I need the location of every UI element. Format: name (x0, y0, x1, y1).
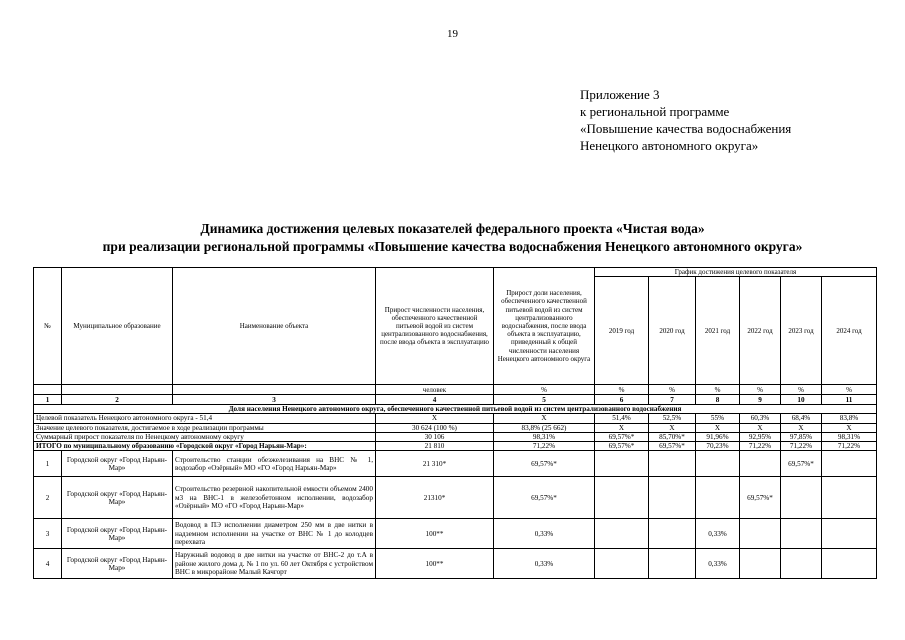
summary-row (34, 432, 877, 441)
unit-percent: % (595, 385, 649, 395)
header-year: 2020 год (649, 277, 696, 385)
row-year-value (822, 451, 877, 477)
row-share: 69,57%* (494, 451, 595, 477)
unit-percent: % (696, 385, 740, 395)
row-year-value (781, 477, 822, 519)
column-number: 8 (696, 395, 740, 405)
unit-cell (173, 385, 376, 395)
summary-share: X (494, 414, 595, 423)
row-municipality: Городской округ «Город Нарьян-Мар» (62, 549, 173, 579)
summary-year-value: X (740, 423, 781, 432)
summary-label: Целевой показатель Ненецкого автономного округа - 51,4 (34, 414, 376, 423)
appendix-line: к региональной программе (580, 104, 730, 119)
unit-people: человек (376, 385, 494, 395)
row-object: Наружный водовод в две нитки на участке от ВНС-2 до т.А в районе жилого дома д. № 1 по ул. 60 лет Октября с устройством ВНС в микрорайоне Малый Качгорт (173, 549, 376, 579)
row-year-value (696, 477, 740, 519)
header-schedule: График достижения целевого показателя (595, 268, 877, 277)
row-year-value (649, 549, 696, 579)
summary-people: 30 106 (376, 432, 494, 441)
row-year-value (781, 519, 822, 549)
row-municipality: Городской округ «Город Нарьян-Мар» (62, 477, 173, 519)
document-subtitle: при реализации региональной программы «Повышение качества водоснабжения Ненецкого автономного округа» (102, 239, 803, 254)
column-number: 2 (62, 395, 173, 405)
summary-year-value: 52,5% (649, 414, 696, 423)
summary-row (34, 423, 877, 432)
unit-percent: % (649, 385, 696, 395)
row-year-value (740, 451, 781, 477)
summary-year-value: 98,31% (822, 432, 877, 441)
row-people: 21310* (376, 477, 494, 519)
row-people: 100** (376, 549, 494, 579)
row-people: 100** (376, 519, 494, 549)
summary-year-value: X (781, 423, 822, 432)
header-year: 2023 год (781, 277, 822, 385)
summary-year-value: 55% (696, 414, 740, 423)
summary-year-value: X (649, 423, 696, 432)
header-population-growth: Прирост численности населения, обеспеченного качественной питьевой водой из систем централизованного водоснабжения, после ввода объекта в эксплуатацию (376, 268, 494, 385)
row-year-value (740, 549, 781, 579)
header-year: 2024 год (822, 277, 877, 385)
summary-share: 83,8% (25 662) (494, 423, 595, 432)
row-year-value (595, 519, 649, 549)
row-year-value (595, 451, 649, 477)
summary-year-value: 51,4% (595, 414, 649, 423)
column-number: 7 (649, 395, 696, 405)
summary-year-value: X (595, 423, 649, 432)
row-year-value (822, 519, 877, 549)
unit-percent: % (781, 385, 822, 395)
row-number: 2 (34, 477, 62, 519)
summary-year-value: 83,8% (822, 414, 877, 423)
row-year-value: 0,33% (696, 549, 740, 579)
column-number: 4 (376, 395, 494, 405)
row-year-value: 69,57%* (781, 451, 822, 477)
summary-share: 71,22% (494, 442, 595, 451)
unit-cell (62, 385, 173, 395)
row-number: 3 (34, 519, 62, 549)
appendix-header (580, 86, 791, 154)
column-number: 10 (781, 395, 822, 405)
row-share: 0,33% (494, 549, 595, 579)
summary-label: Суммарный прирост показателя по Ненецкому автономному округу (34, 432, 376, 441)
summary-year-value: 97,85% (781, 432, 822, 441)
unit-percent: % (740, 385, 781, 395)
row-number: 4 (34, 549, 62, 579)
row-municipality: Городской округ «Город Нарьян-Мар» (62, 519, 173, 549)
row-people: 21 310* (376, 451, 494, 477)
summary-year-value: 85,70%* (649, 432, 696, 441)
row-object: Строительство станции обезжелезивания на ВНС № 1, водозабор «Озёрный» МО «ГО «Город Нарьян-Мар» (173, 451, 376, 477)
row-year-value (649, 451, 696, 477)
summary-year-value: X (822, 423, 877, 432)
row-year-value (781, 549, 822, 579)
appendix-line: «Повышение качества водоснабжения (580, 121, 792, 136)
summary-row (34, 414, 877, 423)
row-year-value (649, 477, 696, 519)
row-object: Водовод в ПЭ исполнении диаметром 250 мм в две нитки в надземном исполнении на участке от ВНС № 1 до колодцев перехвата (173, 519, 376, 549)
unit-percent: % (822, 385, 877, 395)
summary-year-value: 71,22% (740, 442, 781, 451)
summary-label: Значение целевого показателя, достигаемое в ходе реализации программы (34, 423, 376, 432)
row-year-value (649, 519, 696, 549)
indicators-table (33, 267, 877, 579)
unit-percent: % (494, 385, 595, 395)
column-number: 5 (494, 395, 595, 405)
header-year: 2022 год (740, 277, 781, 385)
header-municipality: Муниципальное образование (62, 268, 173, 385)
unit-cell (34, 385, 62, 395)
row-object: Строительство резервной накопительной емкости объемом 2400 м3 на ВНС-1 в железобетонном исполнении, водозабор «Озёрный» МО «ГО «Город Нарьян-Мар» (173, 477, 376, 519)
summary-year-value: 69,57%* (649, 442, 696, 451)
table-row (34, 477, 877, 519)
header-object: Наименование объекта (173, 268, 376, 385)
header-year: 2019 год (595, 277, 649, 385)
document-title: Динамика достижения целевых показателей федерального проекта «Чистая вода» (200, 221, 705, 236)
summary-year-value: 69,57%* (595, 432, 649, 441)
table-row (34, 549, 877, 579)
page-number: 19 (447, 28, 458, 40)
row-year-value (696, 451, 740, 477)
appendix-line: Приложение 3 (580, 87, 660, 102)
column-number: 6 (595, 395, 649, 405)
appendix-line: Ненецкого автономного округа» (580, 138, 759, 153)
summary-year-value: 60,3% (740, 414, 781, 423)
table-row (34, 519, 877, 549)
summary-people: 30 624 (100 %) (376, 423, 494, 432)
row-share: 69,57%* (494, 477, 595, 519)
column-number: 1 (34, 395, 62, 405)
row-municipality: Городской округ «Город Нарьян-Мар» (62, 451, 173, 477)
table-row (34, 451, 877, 477)
summary-label: ИТОГО по муниципальному образованию «Городской округ «Город Нарьян-Мар»: (34, 442, 376, 451)
header-year: 2021 год (696, 277, 740, 385)
row-year-value (595, 549, 649, 579)
summary-year-value: 92,95% (740, 432, 781, 441)
summary-year-value: 68,4% (781, 414, 822, 423)
row-year-value (595, 477, 649, 519)
row-year-value (822, 549, 877, 579)
summary-row (34, 442, 877, 451)
summary-year-value: X (696, 423, 740, 432)
summary-people: X (376, 414, 494, 423)
header-share-growth: Прирост доли населения, обеспеченного качественной питьевой водой из систем централизованного водоснабжения, после ввода объекта в эксплуатацию, приведенный к общей численности населения Ненецкого автономного округа (494, 268, 595, 385)
header-num: № (34, 268, 62, 385)
summary-year-value: 71,22% (822, 442, 877, 451)
summary-people: 21 810 (376, 442, 494, 451)
summary-year-value: 71,22% (781, 442, 822, 451)
row-year-value (740, 519, 781, 549)
column-number: 3 (173, 395, 376, 405)
row-year-value: 0,33% (696, 519, 740, 549)
column-number: 9 (740, 395, 781, 405)
row-share: 0,33% (494, 519, 595, 549)
summary-year-value: 69,57%* (595, 442, 649, 451)
row-year-value: 69,57%* (740, 477, 781, 519)
row-year-value (822, 477, 877, 519)
summary-share: 98,31% (494, 432, 595, 441)
row-number: 1 (34, 451, 62, 477)
section-title: Доля населения Ненецкого автономного округа, обеспеченного качественной питьевой водой из систем централизованного водоснабжения (34, 405, 877, 414)
summary-year-value: 70,23% (696, 442, 740, 451)
column-number: 11 (822, 395, 877, 405)
summary-year-value: 91,96% (696, 432, 740, 441)
